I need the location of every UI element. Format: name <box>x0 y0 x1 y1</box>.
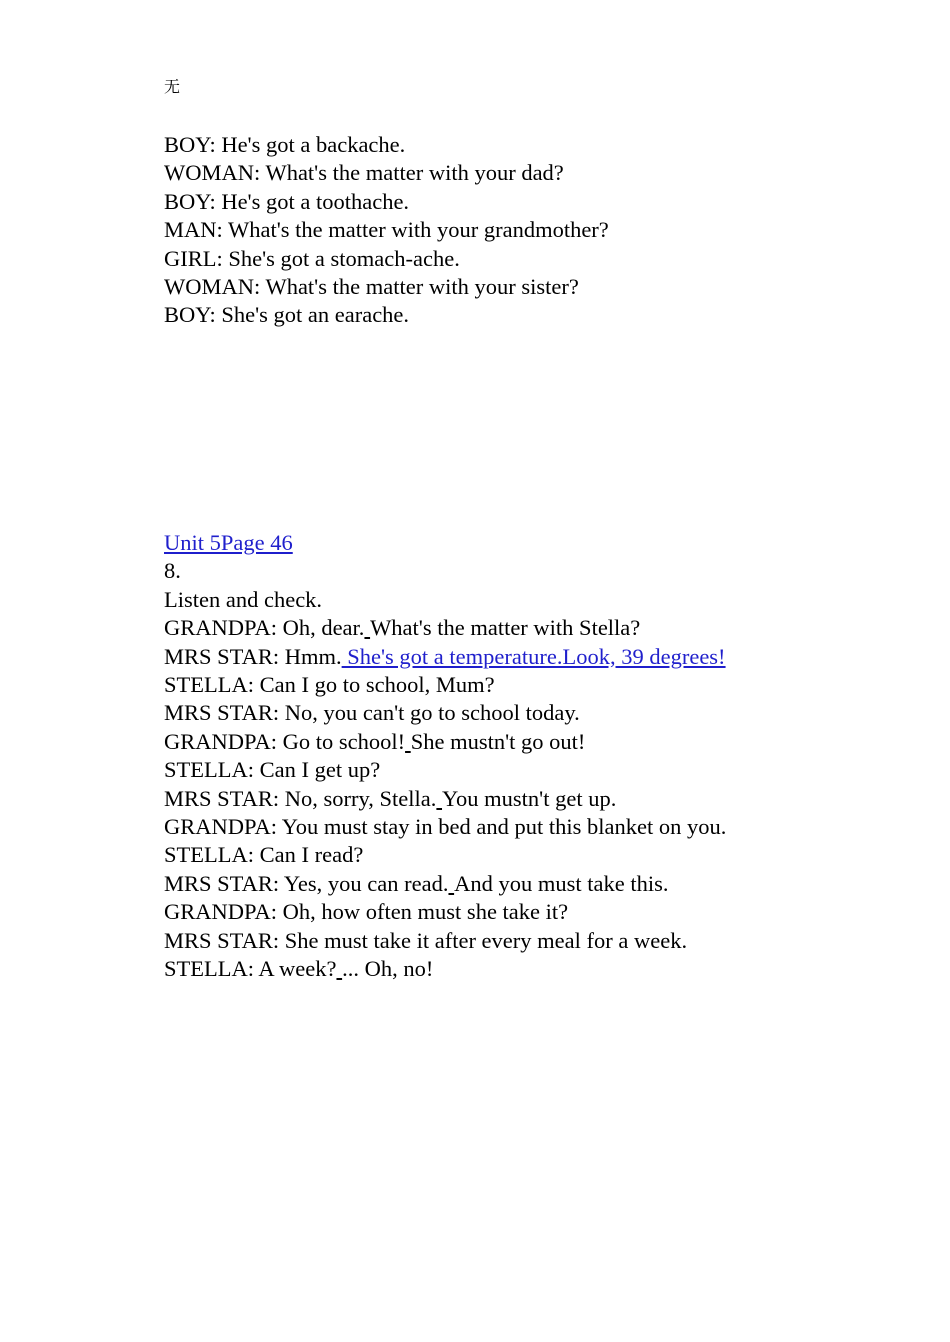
dialogue-line: BOY: She's got an earache. <box>164 302 410 328</box>
exercise-number: 8. <box>164 558 181 584</box>
dialogue-line: MRS STAR: She must take it after every meal for a week. <box>164 927 688 953</box>
dialogue-text: You mustn't get up. <box>442 785 617 811</box>
dialogue-text: MRS STAR: No, sorry, Stella. <box>164 785 437 811</box>
section-heading <box>164 529 786 557</box>
dialogue-text: ... Oh, no! <box>342 956 434 982</box>
temperature-link[interactable]: She's got a temperature.Look, 39 degrees! <box>341 643 726 669</box>
dialogue-text: MRS STAR: Hmm. <box>164 643 342 669</box>
dialogue-text: GRANDPA: Oh, dear. <box>164 615 365 641</box>
dialogue-line <box>164 643 786 671</box>
dialogue-text: She mustn't go out! <box>410 728 586 754</box>
dialogue-line: WOMAN: What's the matter with your sister? <box>164 274 579 300</box>
dialogue-line <box>164 614 786 642</box>
dialogue-text: MRS STAR: Yes, you can read. <box>164 870 449 896</box>
dialogue-line: MRS STAR: No, you can't go to school today. <box>164 700 580 726</box>
dialogue-block-1 <box>164 131 786 330</box>
dialogue-line <box>164 870 786 898</box>
exercise-instruction: Listen and check. <box>164 586 323 612</box>
dialogue-block-2 <box>164 529 786 984</box>
dialogue-line: STELLA: Can I go to school, Mum? <box>164 672 495 698</box>
dialogue-line: GIRL: She's got a stomach-ache. <box>164 245 460 271</box>
dialogue-text: And you must take this. <box>454 870 669 896</box>
dialogue-line: MAN: What's the matter with your grandmother? <box>164 217 609 243</box>
dialogue-line: STELLA: Can I get up? <box>164 757 381 783</box>
dialogue-text: What's the matter with Stella? <box>370 615 641 641</box>
dialogue-text: STELLA: A week? <box>164 956 337 982</box>
dialogue-line <box>164 728 786 756</box>
page-header: 无 <box>164 77 181 96</box>
dialogue-line <box>164 785 786 813</box>
dialogue-line: GRANDPA: Oh, how often must she take it? <box>164 899 569 925</box>
dialogue-line: BOY: He's got a backache. <box>164 132 406 157</box>
dialogue-line: GRANDPA: You must stay in bed and put this blanket on you. <box>164 814 727 840</box>
dialogue-line <box>164 955 786 983</box>
dialogue-line: STELLA: Can I read? <box>164 842 364 868</box>
dialogue-line: WOMAN: What's the matter with your dad? <box>164 160 564 186</box>
dialogue-line: BOY: He's got a toothache. <box>164 188 410 214</box>
unit-page-link[interactable]: Unit 5Page 46 <box>164 530 293 555</box>
dialogue-text: GRANDPA: Go to school! <box>164 728 406 754</box>
